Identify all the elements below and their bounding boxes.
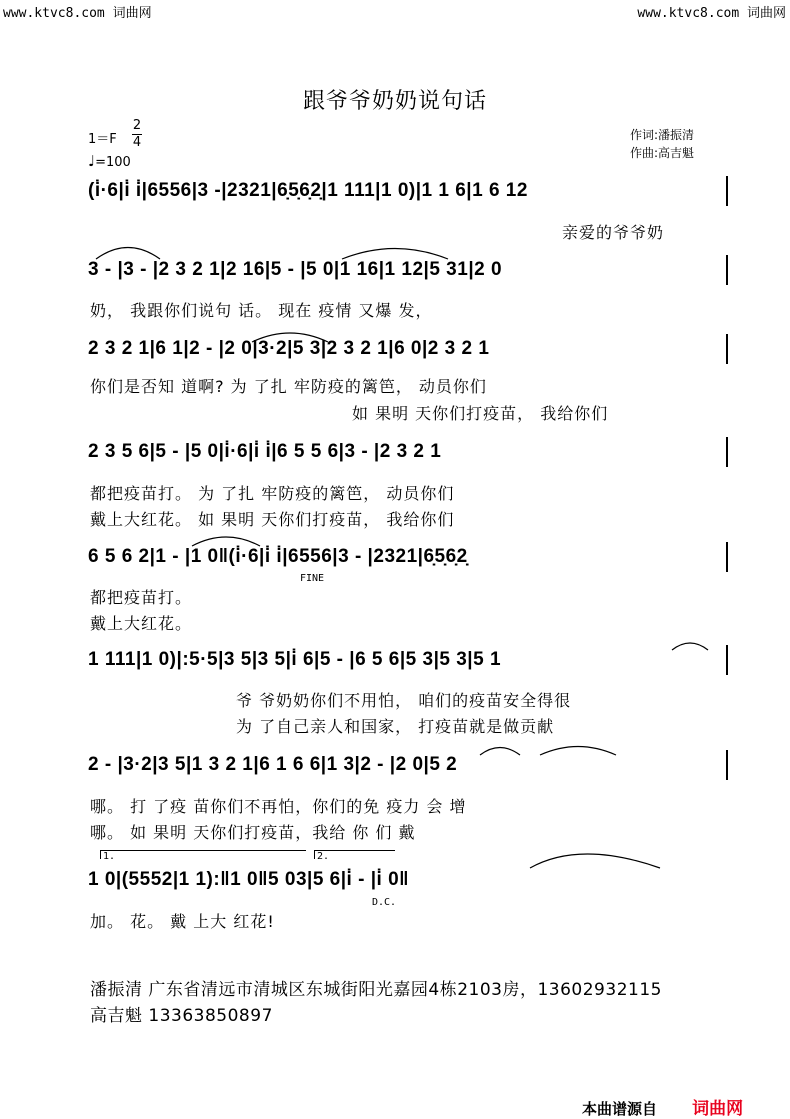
volta-1-bracket — [100, 850, 306, 862]
volta-2-bracket — [314, 850, 395, 862]
volta-1-label: 1. — [103, 851, 116, 862]
volta-2-label: 2. — [317, 851, 330, 862]
notation-line: 2 - |3·2|3 5|1 3 2 1|6 1 6 6|1 3|2 - |2 0|5 2 — [88, 754, 458, 775]
source-brand — [582, 1094, 743, 1119]
time-signature — [132, 118, 142, 151]
staff-row-4 — [88, 437, 728, 467]
notation-line: 1 111|1 0)|:5·5|3 5|3 5|i̇ 6|5 - |6 5 6|5 3|5 3|5 1 — [88, 649, 502, 670]
key-signature: 1＝F — [88, 132, 117, 147]
lyricist-credit: 作词:潘振清 — [630, 128, 695, 142]
staff-row-8 — [88, 865, 728, 895]
tempo-marking — [88, 152, 131, 170]
notation-line: (i̇·6|i̇ i̇|6556|3 -|2321|6̣5̣6̣2̣|1 111|1 0)|1 1 6|1 6 12 — [88, 180, 528, 201]
staff-row-5 — [88, 542, 728, 572]
song-title: 跟爷爷奶奶说句话 — [302, 89, 487, 114]
notation-line: 3 - |3 - |2 3 2 1|2 16|5 - |5 0|1 16|1 12|5 31|2 0 — [88, 259, 503, 280]
lyric-row-1-verse-1: 亲爱的爷爷奶 — [562, 223, 665, 242]
time-signature-bottom: 4 — [132, 135, 142, 150]
barline — [726, 645, 728, 675]
lyric-row-3-verse-2: 如 果明 天你们打疫苗， 我给你们 — [352, 404, 609, 423]
barline — [726, 176, 728, 206]
quarter-note-icon: ♩ — [88, 152, 96, 170]
staff-row-7 — [88, 750, 728, 780]
lyric-row-6-verse-1: 爷 爷奶奶你们不用怕， 咱们的疫苗安全得很 — [236, 691, 572, 710]
lyric-row-4-verse-1: 都把疫苗打。 为 了扎 牢防疫的篱笆， 动员你们 — [90, 484, 455, 503]
barline — [726, 437, 728, 467]
site-watermark-left: www.ktvc8.com 词曲网 — [3, 6, 152, 21]
lyric-row-5-verse-2: 戴上大红花。 — [90, 614, 193, 633]
lyric-row-5-verse-1: 都把疫苗打。 — [90, 588, 193, 607]
site-watermark-right: www.ktvc8.com 词曲网 — [637, 6, 786, 21]
notation-line: 6 5 6 2|1 - |1 0‖(i̇·6|i̇ i̇|6556|3 - |2321|6̣5̣6̣2̣ — [88, 546, 468, 567]
contact-line-lyricist: 潘振清 广东省清远市清城区东城街阳光嘉园4栋2103房，13602932115 — [90, 980, 662, 1000]
fine-marking: FINE — [300, 573, 325, 584]
brand-text: 本曲谱源自 — [582, 1100, 658, 1118]
barline — [726, 334, 728, 364]
barline — [726, 542, 728, 572]
notation-line: 1 0|(5552|1 1):‖1 0‖5 03|5 6|i̇ - |i̇ 0‖ — [88, 869, 410, 890]
brand-logo-text: 词曲网 — [692, 1099, 744, 1119]
lyric-row-6-verse-2: 为 了自己亲人和国家， 打疫苗就是做贡献 — [236, 717, 555, 736]
notation-line: 2 3 2 1|6 1|2 - |2 0|3·2|5 3|2 3 2 1|6 0|2 3 2 1 — [88, 338, 490, 359]
staff-row-1 — [88, 176, 728, 206]
contact-line-composer: 高吉魁 13363850897 — [90, 1006, 273, 1026]
barline — [726, 255, 728, 285]
barline — [726, 750, 728, 780]
staff-row-2 — [88, 255, 728, 285]
lyric-row-7-verse-2: 哪。 如 果明 天你们打疫苗，我给 你 们 戴 — [90, 823, 416, 842]
dc-marking: D.C. — [372, 897, 397, 908]
composer-credit: 作曲:高吉魁 — [630, 146, 695, 160]
lyric-row-8-verse-1: 加。 花。 戴 上大 红花! — [90, 912, 275, 931]
tempo-value: =100 — [95, 155, 131, 170]
lyric-row-7-verse-1: 哪。 打 了疫 苗你们不再怕，你们的免 疫力 会 增 — [90, 797, 467, 816]
time-signature-top: 2 — [132, 118, 142, 133]
staff-row-6 — [88, 645, 728, 675]
lyric-row-3-verse-1: 你们是否知 道啊? 为 了扎 牢防疫的篱笆， 动员你们 — [90, 377, 487, 396]
notation-line: 2 3 5 6|5 - |5 0|i̇·6|i̇ i̇|6 5 5 6|3 - |2 3 2 1 — [88, 441, 442, 462]
staff-row-3 — [88, 334, 728, 364]
lyric-row-2-verse-1: 奶， 我跟你们说句 话。 现在 疫情 又爆 发， — [90, 301, 433, 320]
lyric-row-4-verse-2: 戴上大红花。 如 果明 天你们打疫苗， 我给你们 — [90, 510, 455, 529]
